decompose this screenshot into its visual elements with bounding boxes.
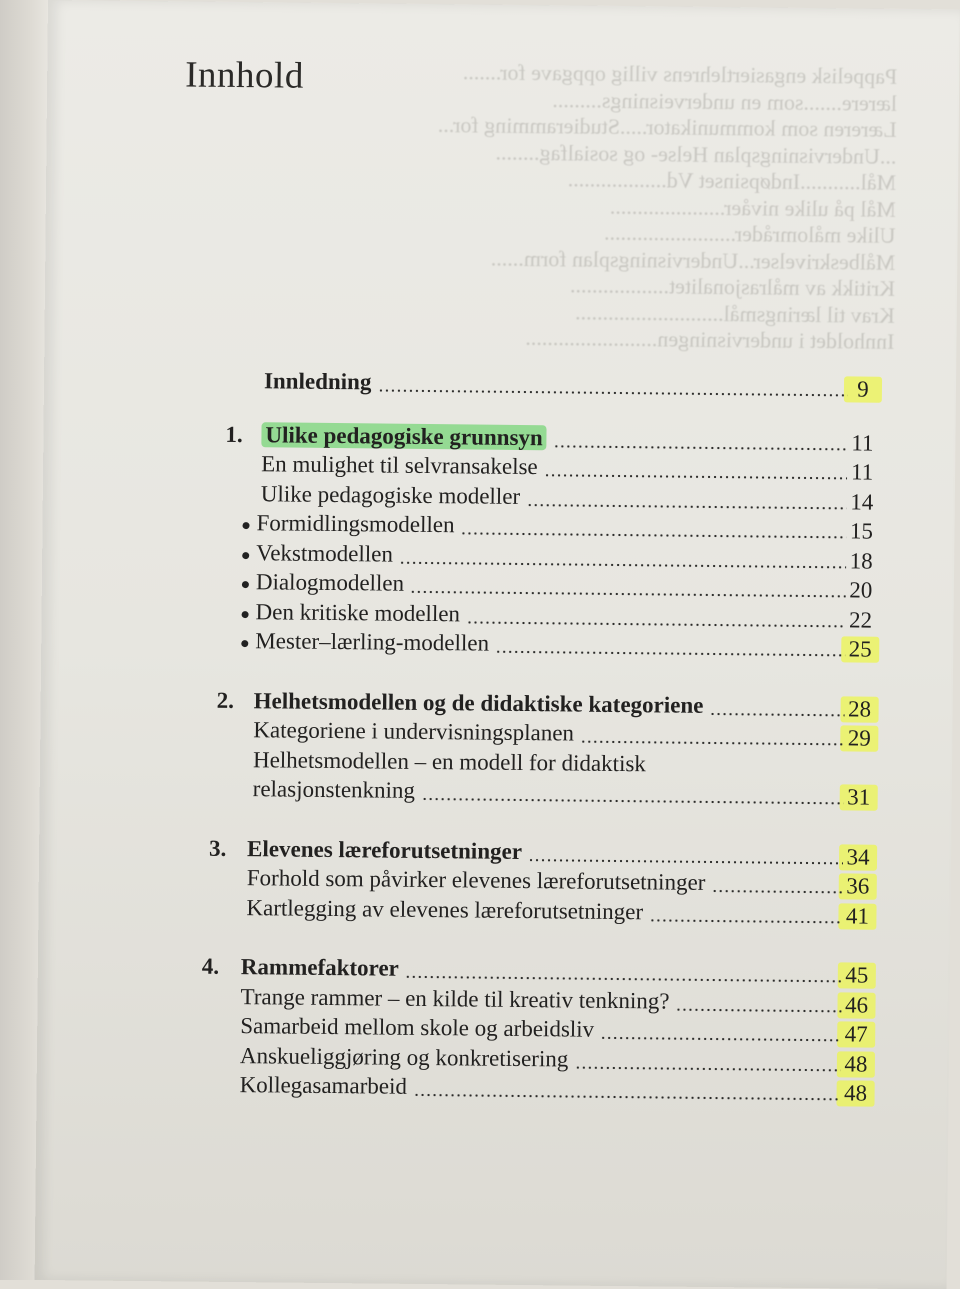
page-number: 48 bbox=[836, 1080, 874, 1106]
table-of-contents bbox=[164, 367, 874, 1106]
chapter-title: Helhetsmodellen og de didaktiske kategoriene bbox=[253, 687, 704, 718]
page-number: 34 bbox=[839, 844, 877, 870]
toc-item bbox=[161, 627, 872, 664]
page-number: 14 bbox=[850, 488, 874, 515]
page-number: 29 bbox=[840, 725, 878, 751]
page-number: 18 bbox=[849, 547, 873, 574]
chapter-number: 1. bbox=[225, 421, 243, 447]
dot-leader bbox=[553, 444, 847, 451]
toc-item bbox=[158, 894, 870, 931]
page-number: 36 bbox=[839, 873, 877, 899]
item-label: Ulike pedagogiske modeller bbox=[260, 480, 521, 509]
toc-item bbox=[160, 775, 871, 812]
dot-leader bbox=[461, 531, 847, 539]
dot-leader bbox=[413, 1093, 840, 1101]
toc-intro-label: Innledning bbox=[263, 368, 372, 395]
chapter-number: 3. bbox=[209, 835, 227, 861]
book-page bbox=[35, 0, 960, 1289]
item-label-line1: Helhetsmodellen – en modell for didaktisk bbox=[252, 746, 647, 776]
dot-leader bbox=[399, 560, 846, 569]
dot-leader bbox=[378, 388, 848, 397]
item-label: Mester–lærling-modellen bbox=[255, 628, 490, 656]
bullet-icon bbox=[241, 640, 248, 647]
dot-leader bbox=[649, 918, 842, 924]
bullet-icon bbox=[242, 552, 249, 559]
item-label: Forhold som påvirker elevenes læreforutsetninger bbox=[246, 865, 706, 895]
dot-leader bbox=[574, 1065, 840, 1072]
dot-leader bbox=[421, 797, 844, 805]
page-number: 28 bbox=[840, 696, 878, 722]
chapter-number: 2. bbox=[216, 687, 235, 713]
dot-leader bbox=[676, 1007, 842, 1013]
page-number: 47 bbox=[837, 1021, 875, 1047]
page-number: 41 bbox=[838, 903, 876, 929]
page-number: 9 bbox=[844, 376, 882, 402]
toc-item bbox=[156, 1071, 868, 1108]
page-number: 11 bbox=[850, 459, 874, 485]
bleed-through-text: Pappelisk engasiertlehrens villig oppgave for....... lærere.......som en underveisnings......... Læreren som kommunikator.....Studieramming for... ...Undervisningsplan Helse- og sosialfag........ Mål...........Indøpsinset Vd.................. Mål på ulike nivåer..................... Ulike målområder........................ Målbeskrivelser...Undervisningsplan form...... Kritikk av målrasjonalitet.................. Krav til læringsmål........................... Innholdet i undervisningen........................ bbox=[437, 59, 898, 354]
chapter-title: Elevenes læreforutsetninger bbox=[246, 835, 523, 864]
item-label: Vekstmodellen bbox=[256, 539, 394, 567]
bullet-icon bbox=[242, 581, 249, 588]
item-label: Kollegasamarbeid bbox=[239, 1072, 408, 1099]
chapter-title: Ulike pedagogiske grunnsyn bbox=[261, 422, 551, 451]
page-title: Innhold bbox=[185, 54, 305, 97]
item-label: Formidlingsmodellen bbox=[256, 510, 455, 538]
dot-leader bbox=[600, 1036, 841, 1043]
dot-leader bbox=[405, 975, 842, 984]
page-number: 22 bbox=[848, 606, 873, 633]
item-label: Kategoriene i undervisningsplanen bbox=[253, 717, 575, 746]
page-number: 25 bbox=[841, 636, 879, 662]
dot-leader bbox=[544, 473, 847, 480]
dot-leader bbox=[495, 650, 845, 658]
item-label: Dialogmodellen bbox=[255, 569, 405, 596]
chapter-number: 4. bbox=[201, 953, 220, 979]
dot-leader bbox=[712, 889, 843, 894]
item-label: Den kritiske modellen bbox=[255, 598, 461, 626]
dot-leader bbox=[526, 503, 846, 510]
page-number: 11 bbox=[851, 429, 874, 456]
item-label: En mulighet til selvransakelse bbox=[261, 451, 538, 480]
item-label: Anskueliggjøring og konkretisering bbox=[239, 1042, 569, 1072]
bullet-icon bbox=[242, 522, 249, 529]
page-number: 46 bbox=[837, 992, 875, 1018]
bullet-icon bbox=[242, 611, 249, 618]
item-label: Samarbeid mellom skole og arbeidsliv bbox=[240, 1013, 595, 1042]
page-number: 45 bbox=[838, 962, 876, 988]
item-label: Trange rammer – en kilde til kreativ tenkning? bbox=[240, 983, 670, 1014]
dot-leader bbox=[466, 620, 845, 628]
dot-leader bbox=[580, 740, 844, 747]
dot-leader bbox=[528, 858, 843, 865]
item-label: relasjonstenkning bbox=[252, 776, 416, 803]
page-number: 20 bbox=[849, 577, 873, 603]
toc-entry-intro bbox=[164, 367, 869, 404]
page-number: 15 bbox=[849, 518, 874, 544]
item-label: Kartlegging av elevenes læreforutsetninger bbox=[246, 894, 644, 924]
page-number: 48 bbox=[837, 1051, 875, 1077]
page-number: 31 bbox=[840, 784, 878, 810]
dot-leader bbox=[710, 711, 845, 716]
chapter-title: Rammefaktorer bbox=[240, 954, 399, 981]
dot-leader bbox=[410, 590, 846, 599]
